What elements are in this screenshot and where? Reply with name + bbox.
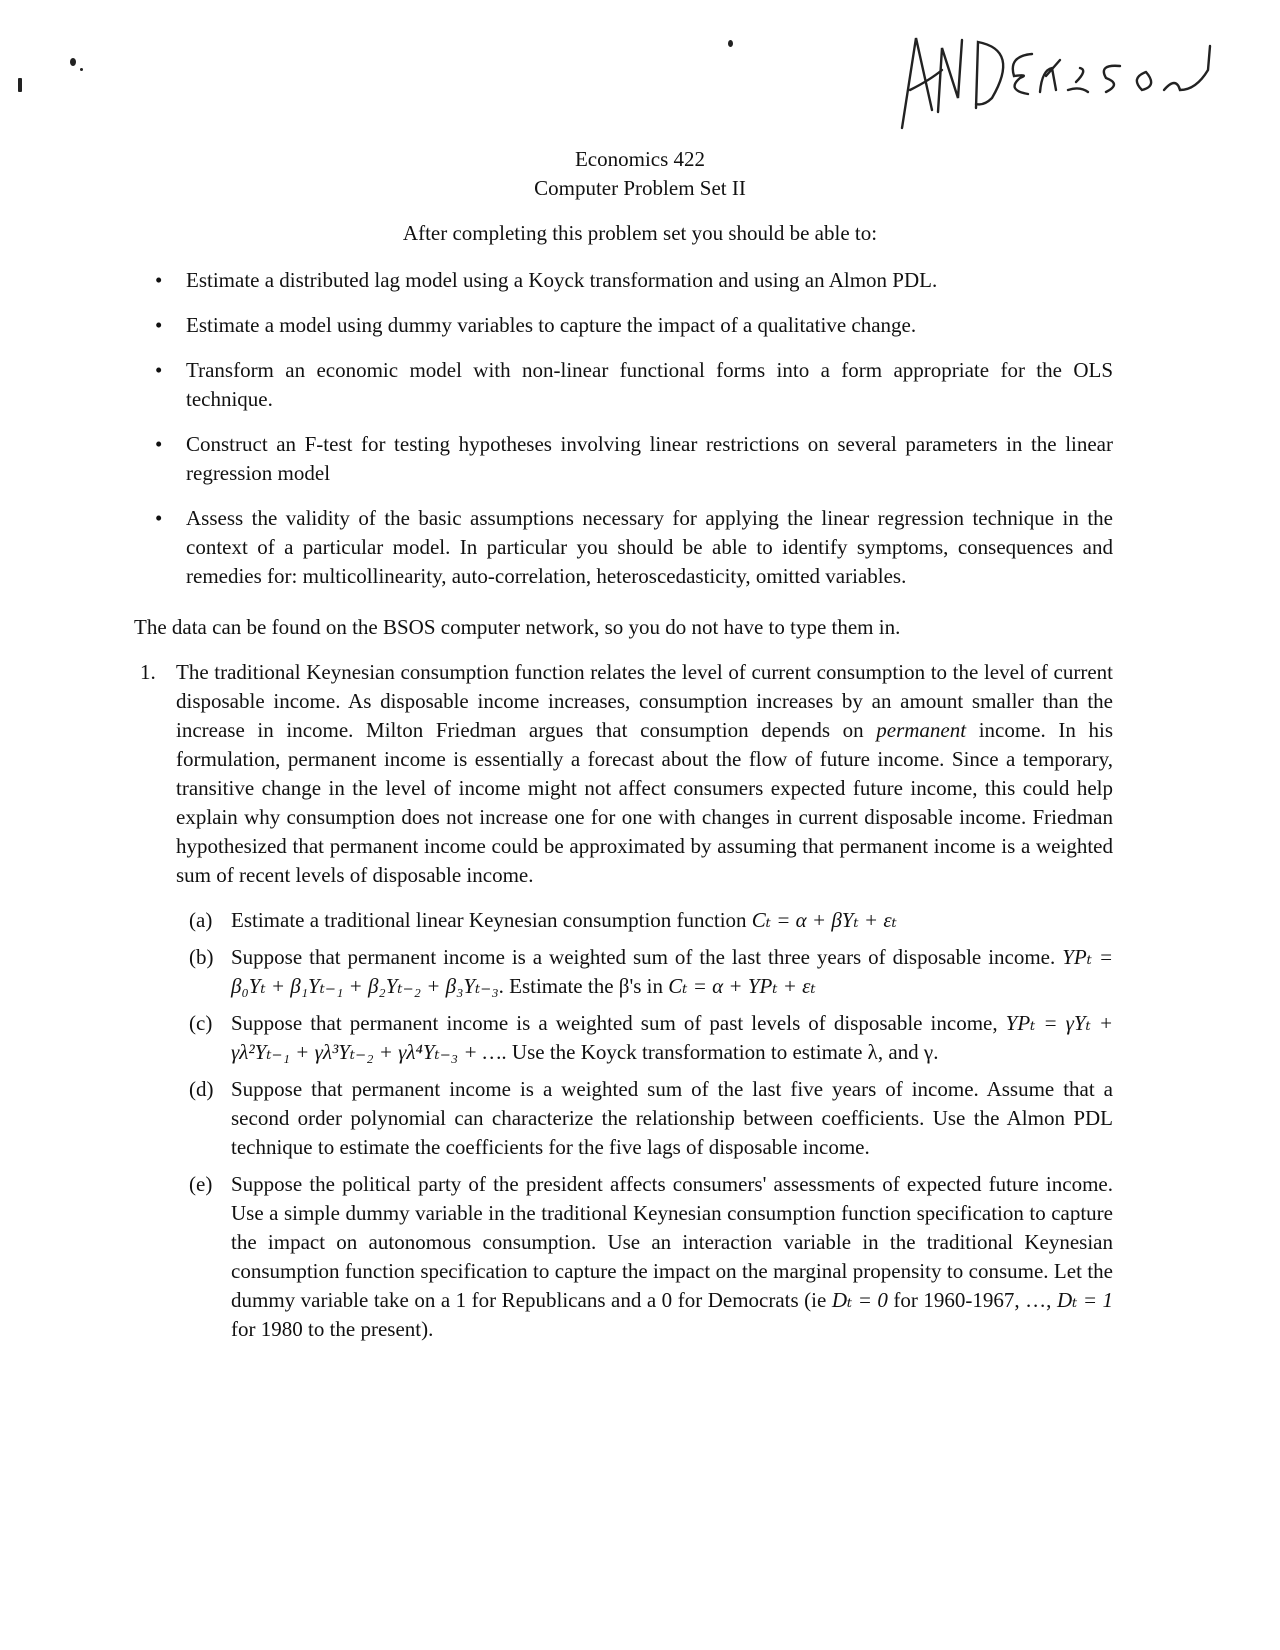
subproblem-label: (e) [189,1172,213,1196]
subproblem-a [189,906,1113,935]
bullet-icon: • [155,358,163,382]
subproblem-text: . Estimate the β's in [498,974,669,998]
bullet-icon: • [155,506,163,530]
subproblem-text: Suppose that permanent income is a weighted sum of past levels of disposable income, [231,1011,1006,1035]
objective-item [155,311,1113,340]
problem-number: 1. [140,660,156,684]
objective-item [155,266,1113,295]
problem-text-part: The traditional Keynesian consumption function relates the level of current consumption to the level of current disposable income. As disposable income increases, consumption increases by an amount smaller than the increase in income. Milton Friedman argues that consumption depends on [176,660,1113,742]
subproblem-text: for 1960-1967, …, [887,1288,1057,1312]
subproblem-text: for 1980 to the present). [231,1317,434,1341]
subproblem-label: (b) [189,945,214,969]
bullet-icon: • [155,432,163,456]
subproblem-d [189,1075,1113,1162]
equation: Cₜ = α + βYₜ + εₜ [751,908,897,932]
subproblem-text: Suppose the political party of the president affects consumers' assessments of expected future income. Use a simple dummy variable in the traditional Keynesian consumption function specification to capture the impact on autonomous consumption. Use an interaction variable in the traditional Keynesian consumption function specification to capture the impact on the marginal propensity to consume. Let the dummy variable take on a 1 for Republicans and a 0 for Democrats (ie [231,1172,1113,1312]
emphasis-permanent: permanent [876,718,967,742]
objective-item [155,504,1113,591]
subproblem-label: (d) [189,1077,214,1101]
problem-set-title: Computer Problem Set II [534,176,746,200]
problem-text-part: income. In his formulation, permanent income is essentially a forecast about the flow of future income. Since a temporary, transitive change in the level of income might not affect consumers expected future income, this could help explain why consumption does not increase one for one with changes in current disposable income. Friedman hypothesized that permanent income could be approximated by assuming that permanent income is a weighted sum of recent levels of disposable income. [176,718,1113,887]
objective-item [155,430,1113,488]
equation: Dₜ = 0 [831,1288,888,1312]
objective-text: Construct an F-test for testing hypotheses involving linear restrictions on several parameters in the linear regression model [186,432,1113,485]
subproblem-text: Suppose that permanent income is a weighted sum of the last three years of disposable income. [231,945,1063,969]
subproblem-text: Suppose that permanent income is a weighted sum of the last five years of income. Assume that a second order polynomial can characterize the relationship between coefficients. Use the Almon PDL technique to estimate the coefficients for the five lags of disposable income. [231,1077,1113,1159]
subproblem-label: (c) [189,1011,213,1035]
subproblem-e [189,1170,1113,1344]
equation: YPₜ = γYₜ + γλ²Yₜ₋₁ + γλ³Yₜ₋₂ + γλ⁴Yₜ₋₃ + … [231,1011,1113,1064]
intro-text: After completing this problem set you should be able to: [402,221,878,245]
equation: YPₜ = β₀Yₜ + β₁Yₜ₋₁ + β₂Yₜ₋₂ + β₃Yₜ₋₃ [231,945,1113,998]
problem-1 [140,658,1113,890]
equation: Dₜ = 1 [1056,1288,1113,1312]
subproblem-b [189,943,1113,1001]
bullet-icon: • [155,313,163,337]
objective-text: Transform an economic model with non-linear functional forms into a form appropriate for the OLS technique. [186,358,1113,411]
objective-text: Estimate a model using dummy variables to capture the impact of a qualitative change. [186,313,917,337]
equation: Cₜ = α + YPₜ + εₜ [668,974,816,998]
bullet-icon: • [155,268,163,292]
objective-text: Assess the validity of the basic assumptions necessary for applying the linear regression technique in the context of a particular model. In particular you should be able to identify symptoms, consequences and remedies for: multicollinearity, auto-correlation, heteroscedasticity, omitted variables. [186,506,1113,588]
course-title: Economics 422 [574,147,706,171]
subproblem-c [189,1009,1113,1067]
subproblem-label: (a) [189,908,213,932]
problem-text [176,658,1113,890]
data-note: The data can be found on the BSOS computer network, so you do not have to type them in. [134,615,901,639]
objective-item [155,356,1113,414]
subproblem-text: . Use the Koyck transformation to estimate λ, and γ. [501,1040,939,1064]
objective-text: Estimate a distributed lag model using a Koyck transformation and using an Almon PDL. [186,268,938,292]
subproblem-text: Estimate a traditional linear Keynesian consumption function [231,908,752,932]
